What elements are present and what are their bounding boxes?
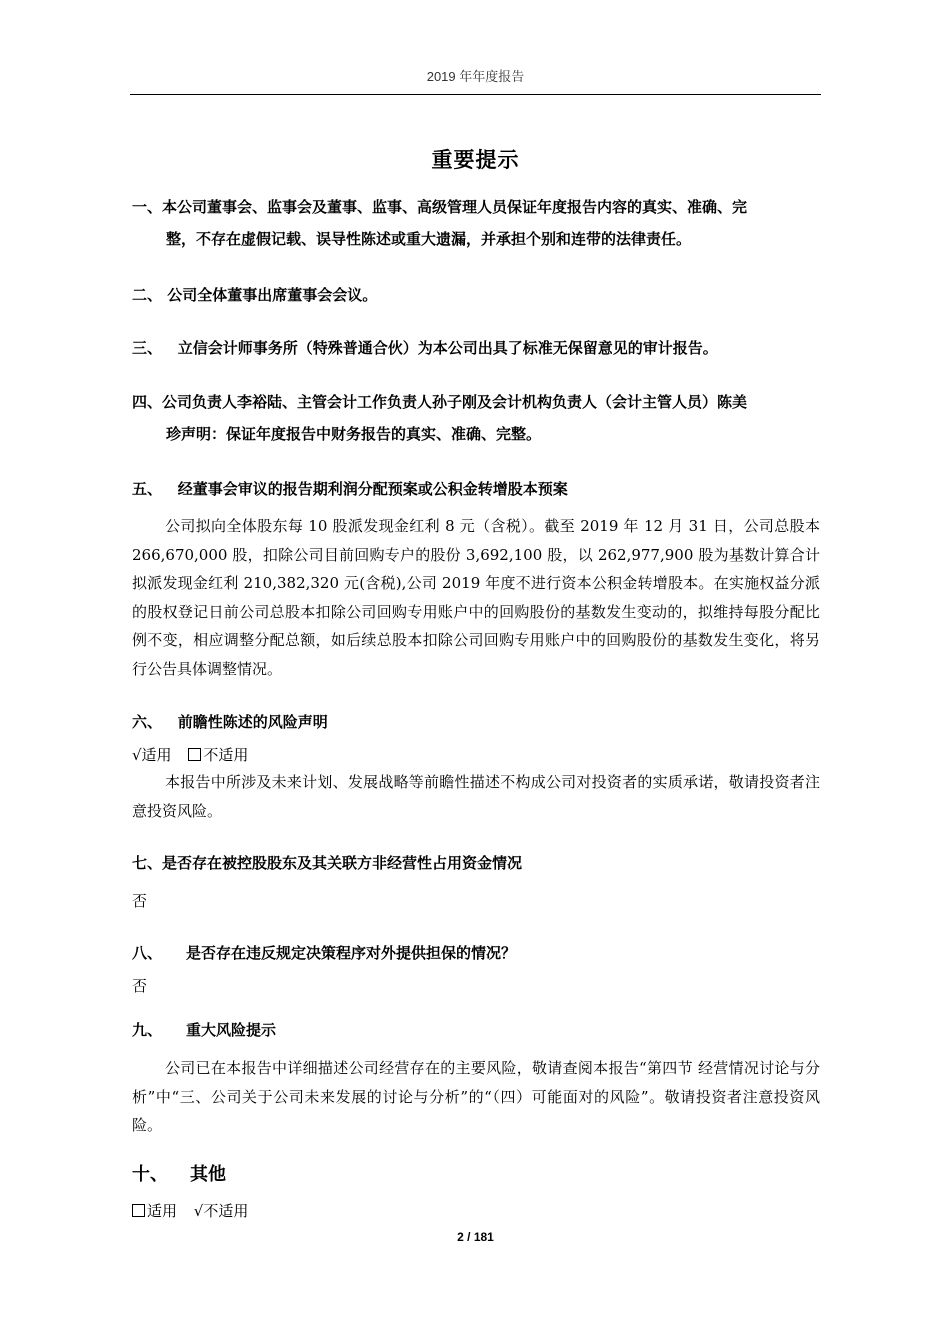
section-8-answer: 否	[132, 977, 148, 995]
section-5-body: 公司拟向全体股东每 10 股派发现金红利 8 元（含税）。截至 2019 年 12 月 31 日，公司总股本 266,670,000 股，扣除公司目前回购专户的股份 3,692,100 股，以 262,977,900 股为基数计算合计拟派发现金红利 210,382,320 元(含税),公司 2019 年度不进行资本公积金转增股本。在实施权益分派的股权登记日前公司总股本扣除公司回购专用账户中的回购股份的基数发生变动的，拟维持每股分配比例不变，相应调整分配总额，如后续总股本扣除公司回购专用账户中的回购股份的基数发生变化，将另行公告具体调整情况。	[132, 517, 820, 678]
section-8	[132, 937, 822, 969]
section-10-number: 十、	[132, 1164, 168, 1185]
section-1-number: 一、	[132, 198, 163, 216]
section-9-body: 公司已在本报告中详细描述公司经营存在的主要风险，敬请查阅本报告“第四节 经营情况讨论与分析”中“三、公司关于公司未来发展的讨论与分析”的“（四）可能面对的风险”。敬请投资者注意投资风险。	[132, 1059, 820, 1134]
section-8-text: 是否存在违反规定决策程序对外提供担保的情况？	[186, 944, 517, 962]
section-3-text: 立信会计师事务所（特殊普通合伙）为本公司出具了标准无保留意见的审计报告。	[177, 339, 718, 357]
section-9-text: 重大风险提示	[186, 1021, 277, 1039]
section-9	[132, 1014, 822, 1046]
section-5	[132, 473, 822, 505]
section-7	[132, 847, 822, 879]
section-4	[132, 386, 822, 450]
section-6-text: 前瞻性陈述的风险声明	[177, 713, 328, 731]
section-9-number: 九、	[132, 1021, 163, 1039]
option-applicable-label: 适用	[147, 1202, 178, 1220]
page-title: 重要提示	[431, 148, 520, 172]
section-7-text: 是否存在被控股股东及其关联方非经营性占用资金情况	[162, 854, 523, 872]
section-1	[132, 191, 822, 255]
section-1-continuation: 整，不存在虚假记载、误导性陈述或重大遗漏，并承担个别和连带的法律责任。	[166, 230, 692, 248]
empty-checkbox-icon	[188, 748, 201, 761]
section-6	[132, 706, 822, 738]
section-5-number: 五、	[132, 480, 163, 498]
section-7-number: 七、	[132, 854, 163, 872]
header-rule	[130, 94, 821, 95]
section-1-text: 本公司董事会、监事会及董事、监事、高级管理人员保证年度报告内容的真实、准确、完	[162, 198, 748, 216]
option-applicable	[132, 1199, 177, 1223]
section-2	[132, 279, 822, 311]
section-5-text: 经董事会审议的报告期利润分配预案或公积金转增股本预案	[177, 480, 568, 498]
option-not-applicable-label: 不适用	[203, 746, 249, 764]
section-10-options	[132, 1199, 260, 1223]
section-2-number: 二、	[132, 286, 163, 304]
section-3	[132, 332, 822, 364]
section-4-number: 四、	[132, 393, 163, 411]
section-6-options	[132, 743, 260, 767]
running-header: 2019 年年度报告	[426, 69, 525, 84]
section-10-text: 其他	[190, 1164, 226, 1185]
section-10	[132, 1161, 226, 1189]
section-6-number: 六、	[132, 713, 163, 731]
option-not-applicable	[188, 743, 248, 767]
section-8-number: 八、	[132, 944, 163, 962]
page-number: 2 / 181	[457, 1230, 494, 1244]
empty-checkbox-icon	[132, 1204, 145, 1217]
section-4-text: 公司负责人李裕陆、主管会计工作负责人孙子刚及会计机构负责人（会计主管人员）陈美	[162, 393, 748, 411]
section-2-text: 公司全体董事出席董事会会议。	[167, 286, 378, 304]
section-3-number: 三、	[132, 339, 163, 357]
option-not-applicable-checked: √不适用	[193, 1202, 249, 1220]
section-6-body: 本报告中所涉及未来计划、发展战略等前瞻性描述不构成公司对投资者的实质承诺，敬请投资者注意投资风险。	[132, 773, 820, 820]
section-4-continuation: 珍声明：保证年度报告中财务报告的真实、准确、完整。	[166, 425, 542, 443]
option-applicable-checked: √适用	[132, 746, 172, 764]
section-7-answer: 否	[132, 892, 148, 910]
